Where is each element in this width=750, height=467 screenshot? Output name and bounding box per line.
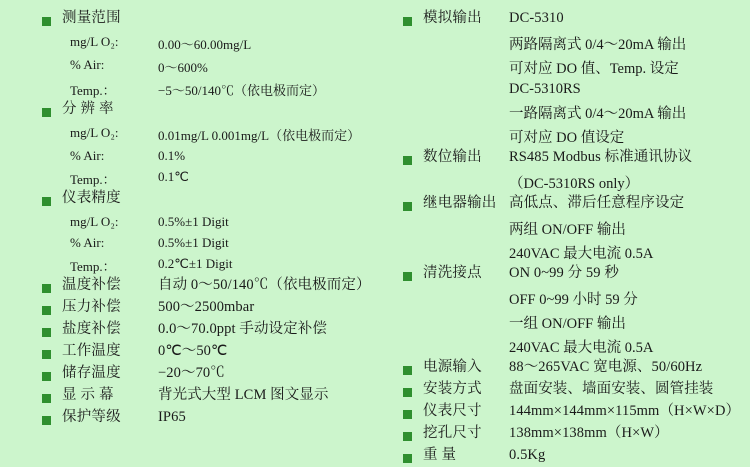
- sub-item: [62, 76, 365, 99]
- spec-value: ON 0~99 分 59 秒: [509, 265, 619, 281]
- spec-row: [42, 363, 365, 385]
- square-bullet-icon: [403, 366, 412, 375]
- spec-label: 温度补偿: [62, 277, 121, 293]
- spacer: [423, 30, 509, 54]
- spec-label: 继电器输出: [423, 195, 497, 211]
- spec-subrow: [42, 76, 365, 99]
- spec-detail: （DC-5310RS only）: [509, 176, 640, 192]
- spec-detail: 可对应 DO 值、Temp. 设定: [509, 61, 679, 77]
- spec-value: IP65: [158, 409, 186, 425]
- square-bullet-icon: [42, 306, 51, 315]
- sub-item: [62, 53, 365, 76]
- spec-contline: [403, 309, 740, 333]
- square-bullet-icon: [42, 328, 51, 337]
- spacer: [403, 169, 423, 193]
- spec-contline: [403, 78, 740, 99]
- spec-contline: [403, 285, 740, 309]
- spec-row: [403, 379, 740, 401]
- spec-value: 盘面安装、墙面安装、圆管挂装: [509, 381, 714, 397]
- square-bullet-icon: [403, 432, 412, 441]
- square-bullet-icon: [42, 416, 51, 425]
- spec-label: 电源输入: [423, 359, 482, 375]
- spec-detail: 240VAC 最大电流 0.5A: [509, 340, 654, 356]
- sub-value: 0.2℃±1 Digit: [158, 256, 233, 271]
- square-bullet-icon: [403, 388, 412, 397]
- spacer: [423, 99, 509, 123]
- spacer: [423, 54, 509, 78]
- spec-contline: [403, 123, 740, 147]
- sub-label: % Air:: [70, 57, 105, 72]
- spec-row: [403, 193, 740, 215]
- spec-value: 144mm×144mm×115mm（H×W×D）: [509, 403, 741, 419]
- bullet-cell: [403, 193, 423, 215]
- bullet-cell: [42, 407, 62, 429]
- sub-item: [62, 144, 365, 165]
- spec-label: 测量范围: [62, 10, 121, 26]
- bullet-cell: [403, 147, 423, 169]
- spec-value: [158, 188, 365, 191]
- spec-contline: [403, 239, 740, 263]
- sub-item: [62, 121, 365, 144]
- spec-detail: OFF 0~99 小时 59 分: [509, 292, 638, 308]
- spacer: [403, 123, 423, 147]
- spec-row: [42, 319, 365, 341]
- bullet-cell: [42, 341, 62, 363]
- spacer: [42, 121, 62, 144]
- spec-label: 盐度补偿: [62, 321, 121, 337]
- spec-row: [403, 445, 740, 467]
- spec-row: [403, 147, 740, 169]
- spacer: [423, 78, 509, 99]
- sub-label: Temp.：: [70, 259, 116, 274]
- bullet-cell: [42, 8, 62, 30]
- square-bullet-icon: [403, 202, 412, 211]
- sub-value: 0～600%: [158, 60, 208, 75]
- spec-label: 数位输出: [423, 149, 482, 165]
- spec-subrow: [42, 53, 365, 76]
- spec-contline: [403, 215, 740, 239]
- spec-value: 背光式大型 LCM 图文显示: [158, 387, 329, 403]
- spacer: [42, 165, 62, 188]
- spacer: [423, 285, 509, 309]
- spec-row: [403, 401, 740, 423]
- spec-label: 显 示 幕: [62, 387, 114, 403]
- spec-value: 500～2500mbar: [158, 299, 255, 315]
- spacer: [423, 239, 509, 263]
- sub-item: [62, 210, 365, 231]
- square-bullet-icon: [42, 108, 51, 117]
- spec-subrow: [42, 231, 365, 252]
- spec-value: [158, 99, 365, 102]
- spec-detail: 可对应 DO 值设定: [509, 130, 625, 146]
- sub-label: % Air:: [70, 148, 105, 163]
- spacer: [42, 144, 62, 165]
- sub-label: % Air:: [70, 235, 105, 250]
- spacer: [403, 285, 423, 309]
- sub-value: −5～50/140℃（依电极而定）: [158, 83, 325, 98]
- spec-value: 138mm×138mm（H×W）: [509, 425, 669, 441]
- square-bullet-icon: [42, 284, 51, 293]
- spacer: [403, 333, 423, 357]
- spacer: [42, 53, 62, 76]
- square-bullet-icon: [42, 394, 51, 403]
- spec-subrow: [42, 121, 365, 144]
- spacer: [403, 54, 423, 78]
- sub-value: 0.00～60.00mg/L: [158, 37, 252, 52]
- spec-value: DC-5310: [509, 10, 564, 26]
- spec-label: 工作温度: [62, 343, 121, 359]
- sub-label: Temp.：: [70, 172, 116, 187]
- spec-label: 清洗接点: [423, 265, 482, 281]
- spec-label: 挖孔尺寸: [423, 425, 482, 441]
- spec-row: [42, 188, 365, 210]
- spec-detail: 240VAC 最大电流 0.5A: [509, 246, 654, 262]
- spacer: [403, 30, 423, 54]
- spec-value: 自动 0～50/140℃（依电极而定）: [158, 277, 371, 293]
- spacer: [423, 215, 509, 239]
- spec-value: 0℃～50℃: [158, 343, 228, 359]
- square-bullet-icon: [42, 372, 51, 381]
- square-bullet-icon: [403, 454, 412, 463]
- spec-label: 分 辨 率: [62, 101, 114, 117]
- spacer: [403, 215, 423, 239]
- bullet-cell: [42, 319, 62, 341]
- sub-label: Temp.：: [70, 83, 116, 98]
- spec-detail: DC-5310RS: [509, 81, 581, 97]
- spec-value: −20～70℃: [158, 365, 225, 381]
- spacer: [403, 239, 423, 263]
- square-bullet-icon: [403, 410, 412, 419]
- spec-row: [42, 275, 371, 297]
- spec-subrow: [42, 165, 365, 188]
- bullet-cell: [42, 275, 62, 297]
- bullet-cell: [403, 379, 423, 401]
- bullet-cell: [403, 445, 423, 467]
- spec-row: [42, 385, 365, 407]
- spec-value: [158, 8, 365, 11]
- spec-label: 仪表精度: [62, 190, 121, 206]
- spec-row: [403, 357, 740, 379]
- square-bullet-icon: [42, 197, 51, 206]
- spec-contline: [403, 30, 740, 54]
- spec-detail: 一路隔离式 0/4～20mA 输出: [509, 106, 687, 122]
- bullet-cell: [42, 297, 62, 319]
- spec-subrow: [42, 144, 365, 165]
- spec-label: 压力补偿: [62, 299, 121, 315]
- bullet-cell: [403, 423, 423, 445]
- sub-item: [62, 165, 365, 188]
- bullet-cell: [42, 99, 62, 121]
- spacer: [423, 333, 509, 357]
- square-bullet-icon: [403, 272, 412, 281]
- spec-contline: [403, 99, 740, 123]
- spacer: [42, 210, 62, 231]
- spec-column-left: [6, 8, 369, 430]
- sub-value: 0.5%±1 Digit: [158, 235, 229, 250]
- spec-row: [42, 407, 365, 429]
- spacer: [42, 231, 62, 252]
- spec-value: 高低点、滞后任意程序设定: [509, 195, 685, 211]
- sub-value: 0.1℃: [158, 169, 189, 184]
- sub-value: 0.5%±1 Digit: [158, 214, 229, 229]
- spec-row: [42, 341, 365, 363]
- spacer: [42, 30, 62, 53]
- spec-contline: [403, 54, 740, 78]
- spec-row: [403, 263, 740, 285]
- spec-row: [42, 99, 365, 121]
- sub-item: [62, 30, 365, 53]
- sub-item: [62, 231, 365, 252]
- spec-value: RS485 Modbus 标准通讯协议: [509, 149, 693, 165]
- sub-value: 0.01mg/L 0.001mg/L（依电极而定）: [158, 128, 361, 143]
- sub-label: mg/L O₂:: [70, 125, 119, 140]
- bullet-cell: [403, 8, 423, 30]
- spacer: [423, 309, 509, 333]
- bullet-cell: [403, 357, 423, 379]
- spacer: [42, 252, 62, 275]
- bullet-cell: [42, 363, 62, 385]
- spec-value: 0.0～70.0ppt 手动设定补偿: [158, 321, 327, 337]
- bullet-cell: [42, 188, 62, 210]
- spec-contline: [403, 169, 740, 193]
- spec-detail: 两组 ON/OFF 输出: [509, 222, 626, 238]
- spec-row: [403, 8, 740, 30]
- spec-label: 重 量: [423, 447, 457, 463]
- square-bullet-icon: [42, 17, 51, 26]
- spec-contline: [403, 333, 740, 357]
- spec-column-right: [369, 8, 744, 463]
- sub-label: mg/L O₂:: [70, 34, 119, 49]
- spec-row: [42, 297, 365, 319]
- spec-detail: 两路隔离式 0/4～20mA 输出: [509, 37, 687, 53]
- spec-label: 储存温度: [62, 365, 121, 381]
- spacer: [42, 76, 62, 99]
- spec-label: 保护等级: [62, 409, 121, 425]
- spec-label: 模拟输出: [423, 10, 482, 26]
- spec-subrow: [42, 210, 365, 231]
- spec-value: 88～265VAC 宽电源、50/60Hz: [509, 359, 703, 375]
- spacer: [423, 123, 509, 147]
- spacer: [403, 78, 423, 99]
- square-bullet-icon: [403, 17, 412, 26]
- square-bullet-icon: [42, 350, 51, 359]
- spec-subrow: [42, 252, 365, 275]
- spacer: [423, 169, 509, 193]
- spec-row: [403, 423, 740, 445]
- sub-item: [62, 252, 365, 275]
- spec-value: 0.5Kg: [509, 447, 546, 463]
- sub-label: mg/L O₂:: [70, 214, 119, 229]
- bullet-cell: [42, 385, 62, 407]
- sub-value: 0.1%: [158, 148, 186, 163]
- spec-subrow: [42, 30, 365, 53]
- bullet-cell: [403, 263, 423, 285]
- square-bullet-icon: [403, 156, 412, 165]
- spec-label: 仪表尺寸: [423, 403, 482, 419]
- spec-label: 安装方式: [423, 381, 482, 397]
- bullet-cell: [403, 401, 423, 423]
- spacer: [403, 309, 423, 333]
- spec-row: [42, 8, 365, 30]
- spacer: [403, 99, 423, 123]
- spec-detail: 一组 ON/OFF 输出: [509, 316, 626, 332]
